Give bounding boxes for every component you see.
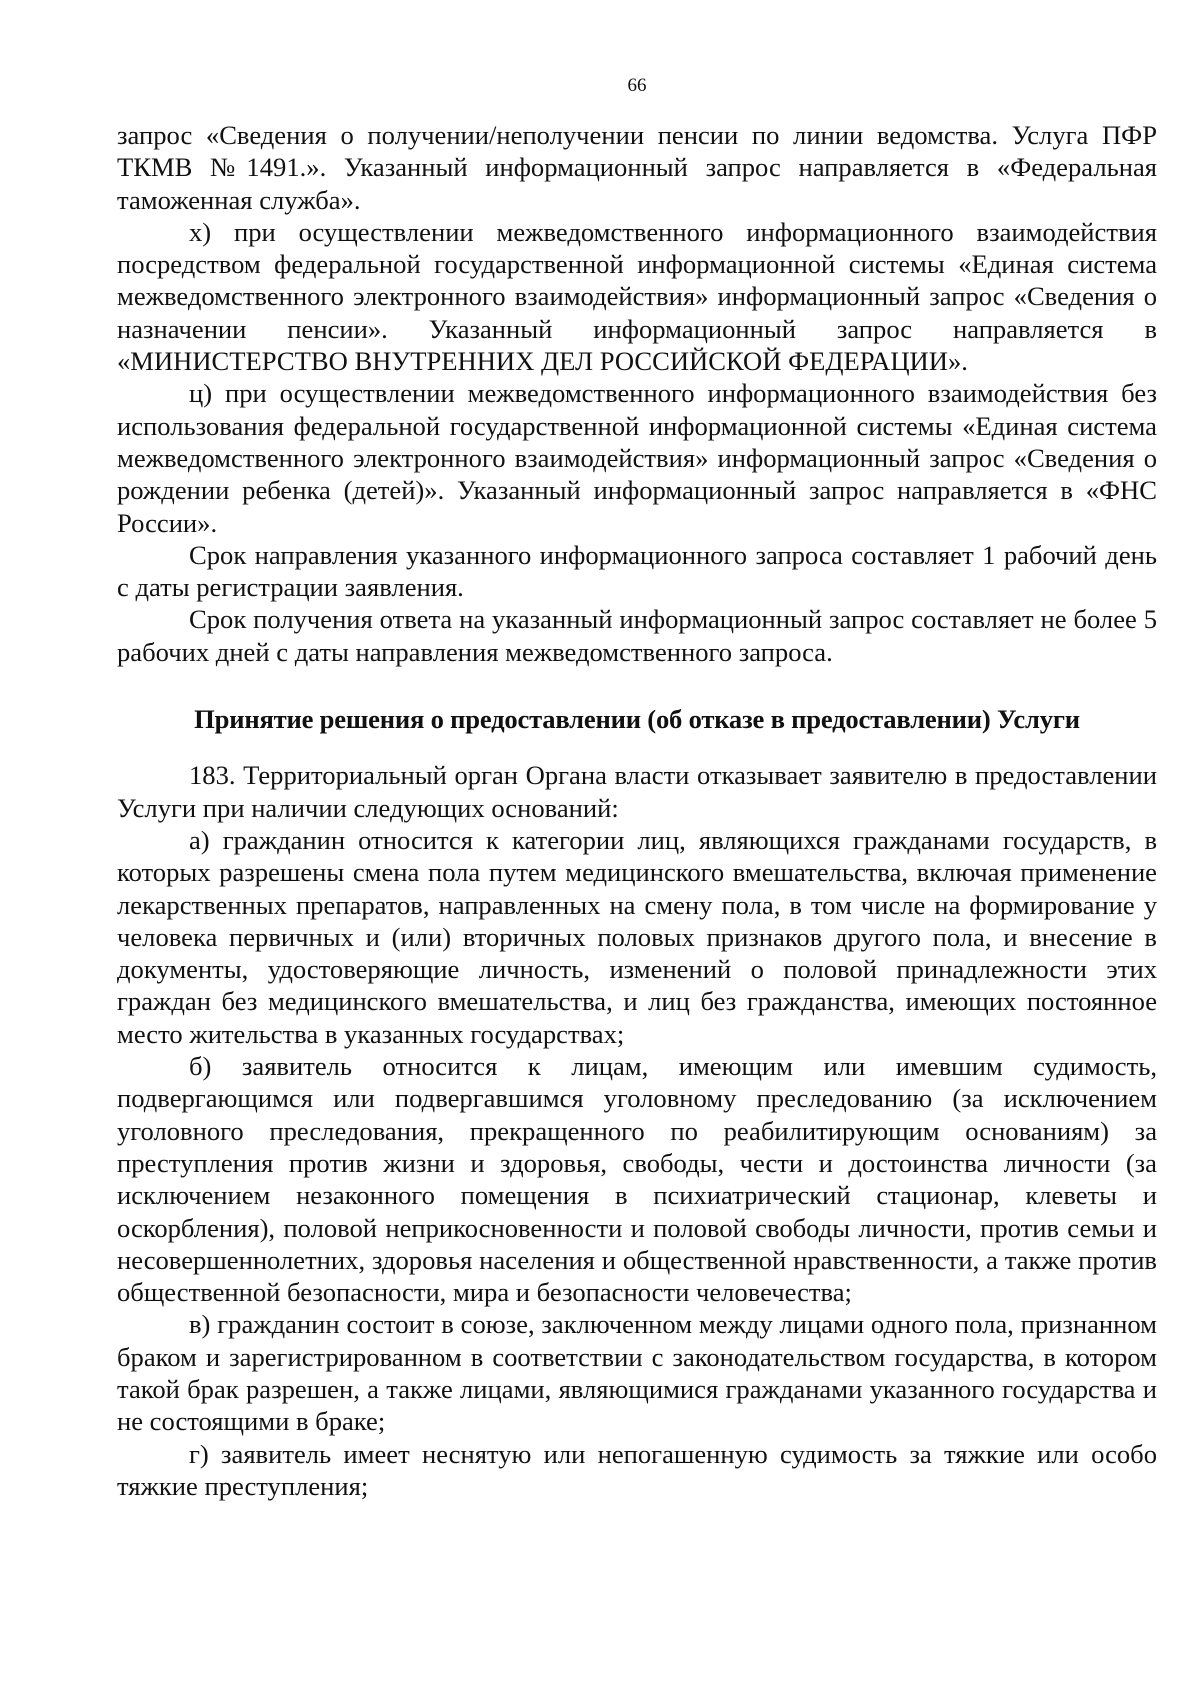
paragraph-response-deadline: Срок получения ответа на указанный информационный запрос составляет не более 5 рабочих дней с даты направления межведомственного запроса. [117, 604, 1157, 667]
paragraph-183: 183. Территориальный орган Органа власти отказывает заявителю в предоставлении Услуги при наличии следующих оснований: [117, 760, 1157, 823]
paragraph-continuation: запрос «Сведения о получении/неполучении пенсии по линии ведомства. Услуга ПФР ТКМВ №1491.». Указанный информационный запрос направляется в «Федеральная таможенная служба». [117, 120, 1157, 215]
section-heading: Принятие решения о предоставлении (об отказе в предоставлении) Услуги [194, 704, 1080, 735]
paragraph-request-deadline: Срок направления указанного информационного запроса составляет 1 рабочий день с даты регистрации заявления. [117, 539, 1157, 603]
paragraph-item-b: б) заявитель относится к лицам, имеющим или имевшим судимость, подвергающимся или подвергавшимся уголовному преследованию (за исключением уголовного преследования, прекращенного по реабилитирующим основаниям) за преступления против жизни и здоровья, свободы, чести и достоинства личности (за исключением незаконного помещения в психиатрический стационар, клеветы и оскорбления), половой неприкосновенности и половой свободы личности, против семьи и несовершеннолетних, здоровья населения и общественной нравственности, а также против общественной безопасности, мира и безопасности человечества; [117, 1051, 1157, 1308]
page-number: 66 [627, 75, 647, 96]
document-body [117, 119, 1157, 1502]
paragraph-item-ts: ц) при осуществлении межведомственного информационного взаимодействия без использования федеральной государственной информационной системы «Единая система межведомственного электронного взаимодействия» информационный запрос «Сведения о рождении ребенка (детей)». Указанный информационный запрос направляется в «ФНС России». [117, 378, 1157, 538]
paragraph-item-v: в) гражданин состоит в союзе, заключенном между лицами одного пола, признанном браком и зарегистрированном в соответствии с законодательством государства, в котором такой брак разрешен, а также лицами, являющимися гражданами указанного государства и не состоящими в браке; [117, 1309, 1157, 1437]
paragraph-item-g: г) заявитель имеет неснятую или непогашенную судимость за тяжкие или особо тяжкие преступления; [117, 1438, 1157, 1501]
paragraph-item-a: а) гражданин относится к категории лиц, являющихся гражданами государств, в которых разрешены смена пола путем медицинского вмешательства, включая применение лекарственных препаратов, направленных на смену пола, в том числе на формирование у человека первичных и (или) вторичных половых признаков другого пола, и внесение в документы, удостоверяющие личность, изменений о половой принадлежности этих граждан без медицинского вмешательства, и лиц без гражданства, имеющих постоянное место жительства в указанных государствах; [117, 824, 1157, 1049]
paragraph-item-kh: х) при осуществлении межведомственного информационного взаимодействия посредством федеральной государственной информационной системы «Единая система межведомственного электронного взаимодействия» информационный запрос «Сведения о назначении пенсии». Указанный информационный запрос направляется в «МИНИСТЕРСТВО ВНУТРЕННИХ ДЕЛ РОССИЙСКОЙ ФЕДЕРАЦИИ». [117, 216, 1157, 377]
